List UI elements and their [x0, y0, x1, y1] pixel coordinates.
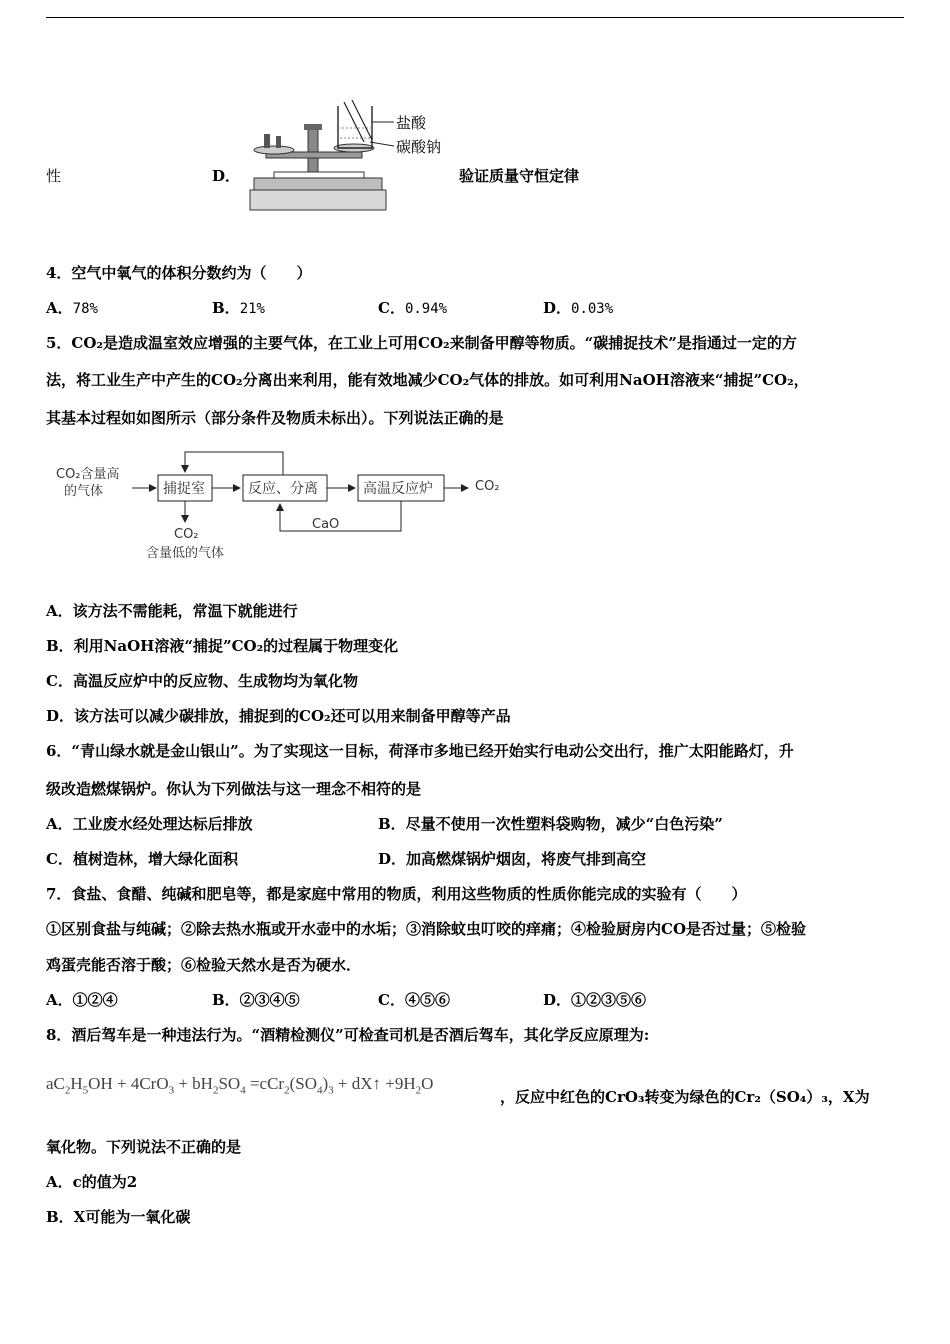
- box-capture-room-label: 捕捉室: [163, 481, 205, 497]
- q5-option-c: C．高温反应炉中的反应物、生成物均为氧化物: [46, 672, 358, 690]
- low-label-1: CO₂: [174, 527, 199, 542]
- q7-line-2: ①区别食盐与纯碱；②除去热水瓶或开水壶中的水垢；③消除蚊虫叮咬的痒痛；④检验厨房内CO是否过量；⑤检验: [46, 920, 807, 938]
- q6-option-a: A．工业废水经处理达标后排放: [46, 815, 253, 833]
- capture-flow-diagram: [50, 448, 520, 568]
- q8-line-3: 氧化物。下列说法不正确的是: [46, 1138, 242, 1156]
- q4-option-d: D．0.03%: [543, 299, 614, 317]
- q8-line-1: 8．酒后驾车是一种违法行为。“酒精检测仪”可检查司机是否酒后驾车，其化学反应原理为:: [46, 1026, 650, 1044]
- q7-line-3: 鸡蛋壳能否溶于酸；⑥检验天然水是否为硬水．: [46, 956, 362, 974]
- input-label-2: 的气体: [64, 484, 104, 499]
- q6-option-c: C．植树造林，增大绿化面积: [46, 850, 238, 868]
- q6-line-2: 级改造燃煤锅炉。你认为下列做法与这一理念不相符的是: [46, 780, 422, 798]
- q5-option-d: D．该方法可以减少碳排放，捕捉到的CO₂还可以用来制备甲醇等产品: [46, 707, 511, 725]
- box-reaction-separation-label: 反应、分离: [248, 481, 318, 497]
- header-rule: [46, 17, 904, 18]
- q5-option-b: B．利用NaOH溶液“捕捉”CO₂的过程属于物理变化: [46, 637, 399, 655]
- q4-option-a: A．78%: [46, 299, 98, 317]
- low-label-2: 含量低的气体: [146, 546, 225, 561]
- q7-option-a: A．①②④: [46, 991, 118, 1009]
- q5-line-1: 5．CO₂是造成温室效应增强的主要气体，在工业上可用CO₂来制备甲醇等物质。“碳捕捉技术”是指通过一定的方: [46, 334, 797, 352]
- q6-option-b: B．尽量不使用一次性塑料袋购物，减少“白色污染”: [378, 815, 723, 833]
- q6-option-d: D．加高燃煤锅炉烟囱，将废气排到高空: [378, 850, 647, 868]
- q4-stem: 4．空气中氧气的体积分数约为（ ）: [46, 264, 312, 282]
- q4-option-b: B．21%: [212, 299, 265, 317]
- q8-equation-tail: ，反应中红色的CrO₃转变为绿色的Cr₂（SO₄）₃，X为: [500, 1088, 870, 1106]
- output-co2: CO₂: [475, 479, 500, 494]
- q7-option-d: D．①②③⑤⑥: [543, 991, 647, 1009]
- q5-option-a: A．该方法不需能耗，常温下就能进行: [46, 602, 298, 620]
- q3-option-d-text: 验证质量守恒定律: [459, 167, 580, 185]
- q3-left-word: 性: [46, 167, 62, 185]
- input-label-1: CO₂含量高: [56, 467, 120, 482]
- q4-option-c: C．0.94%: [378, 299, 448, 317]
- balance-figure: [244, 98, 454, 218]
- q7-line-1: 7．食盐、食醋、纯碱和肥皂等，都是家庭中常用的物质，利用这些物质的性质你能完成的实验有（ ）: [46, 885, 747, 903]
- q7-option-b: B．②③④⑤: [212, 991, 300, 1009]
- q5-line-3: 其基本过程如如图所示（部分条件及物质未标出）。下列说法正确的是: [46, 409, 504, 427]
- q7-option-c: C．④⑤⑥: [378, 991, 450, 1009]
- q6-line-1: 6．“青山绿水就是金山银山”。为了实现这一目标，荷泽市多地已经开始实行电动公交出行，推广太阳能路灯，升: [46, 742, 794, 760]
- return-label-cao: CaO: [312, 517, 340, 532]
- q3-option-d-letter: D．: [212, 167, 241, 185]
- q8-option-b: B．X可能为一氧化碳: [46, 1208, 191, 1226]
- q5-line-2: 法，将工业生产中产生的CO₂分离出来利用，能有效地减少CO₂气体的排放。如可利用NaOH溶液来“捕捉”CO₂，: [46, 371, 809, 389]
- q8-equation: $aC_2H_5OH + 4CrO_3 + bH_2SO_4 =cCr_2(SO_4)_3$ + dX↑ $+9H_2O$: [46, 1074, 434, 1097]
- label-sodium-carbonate: 碳酸钠: [396, 138, 442, 156]
- q8-option-a: A．c的值为2: [46, 1173, 138, 1191]
- label-hydrochloric-acid: 盐酸: [396, 114, 427, 132]
- box-high-temp-furnace-label: 高温反应炉: [363, 481, 433, 497]
